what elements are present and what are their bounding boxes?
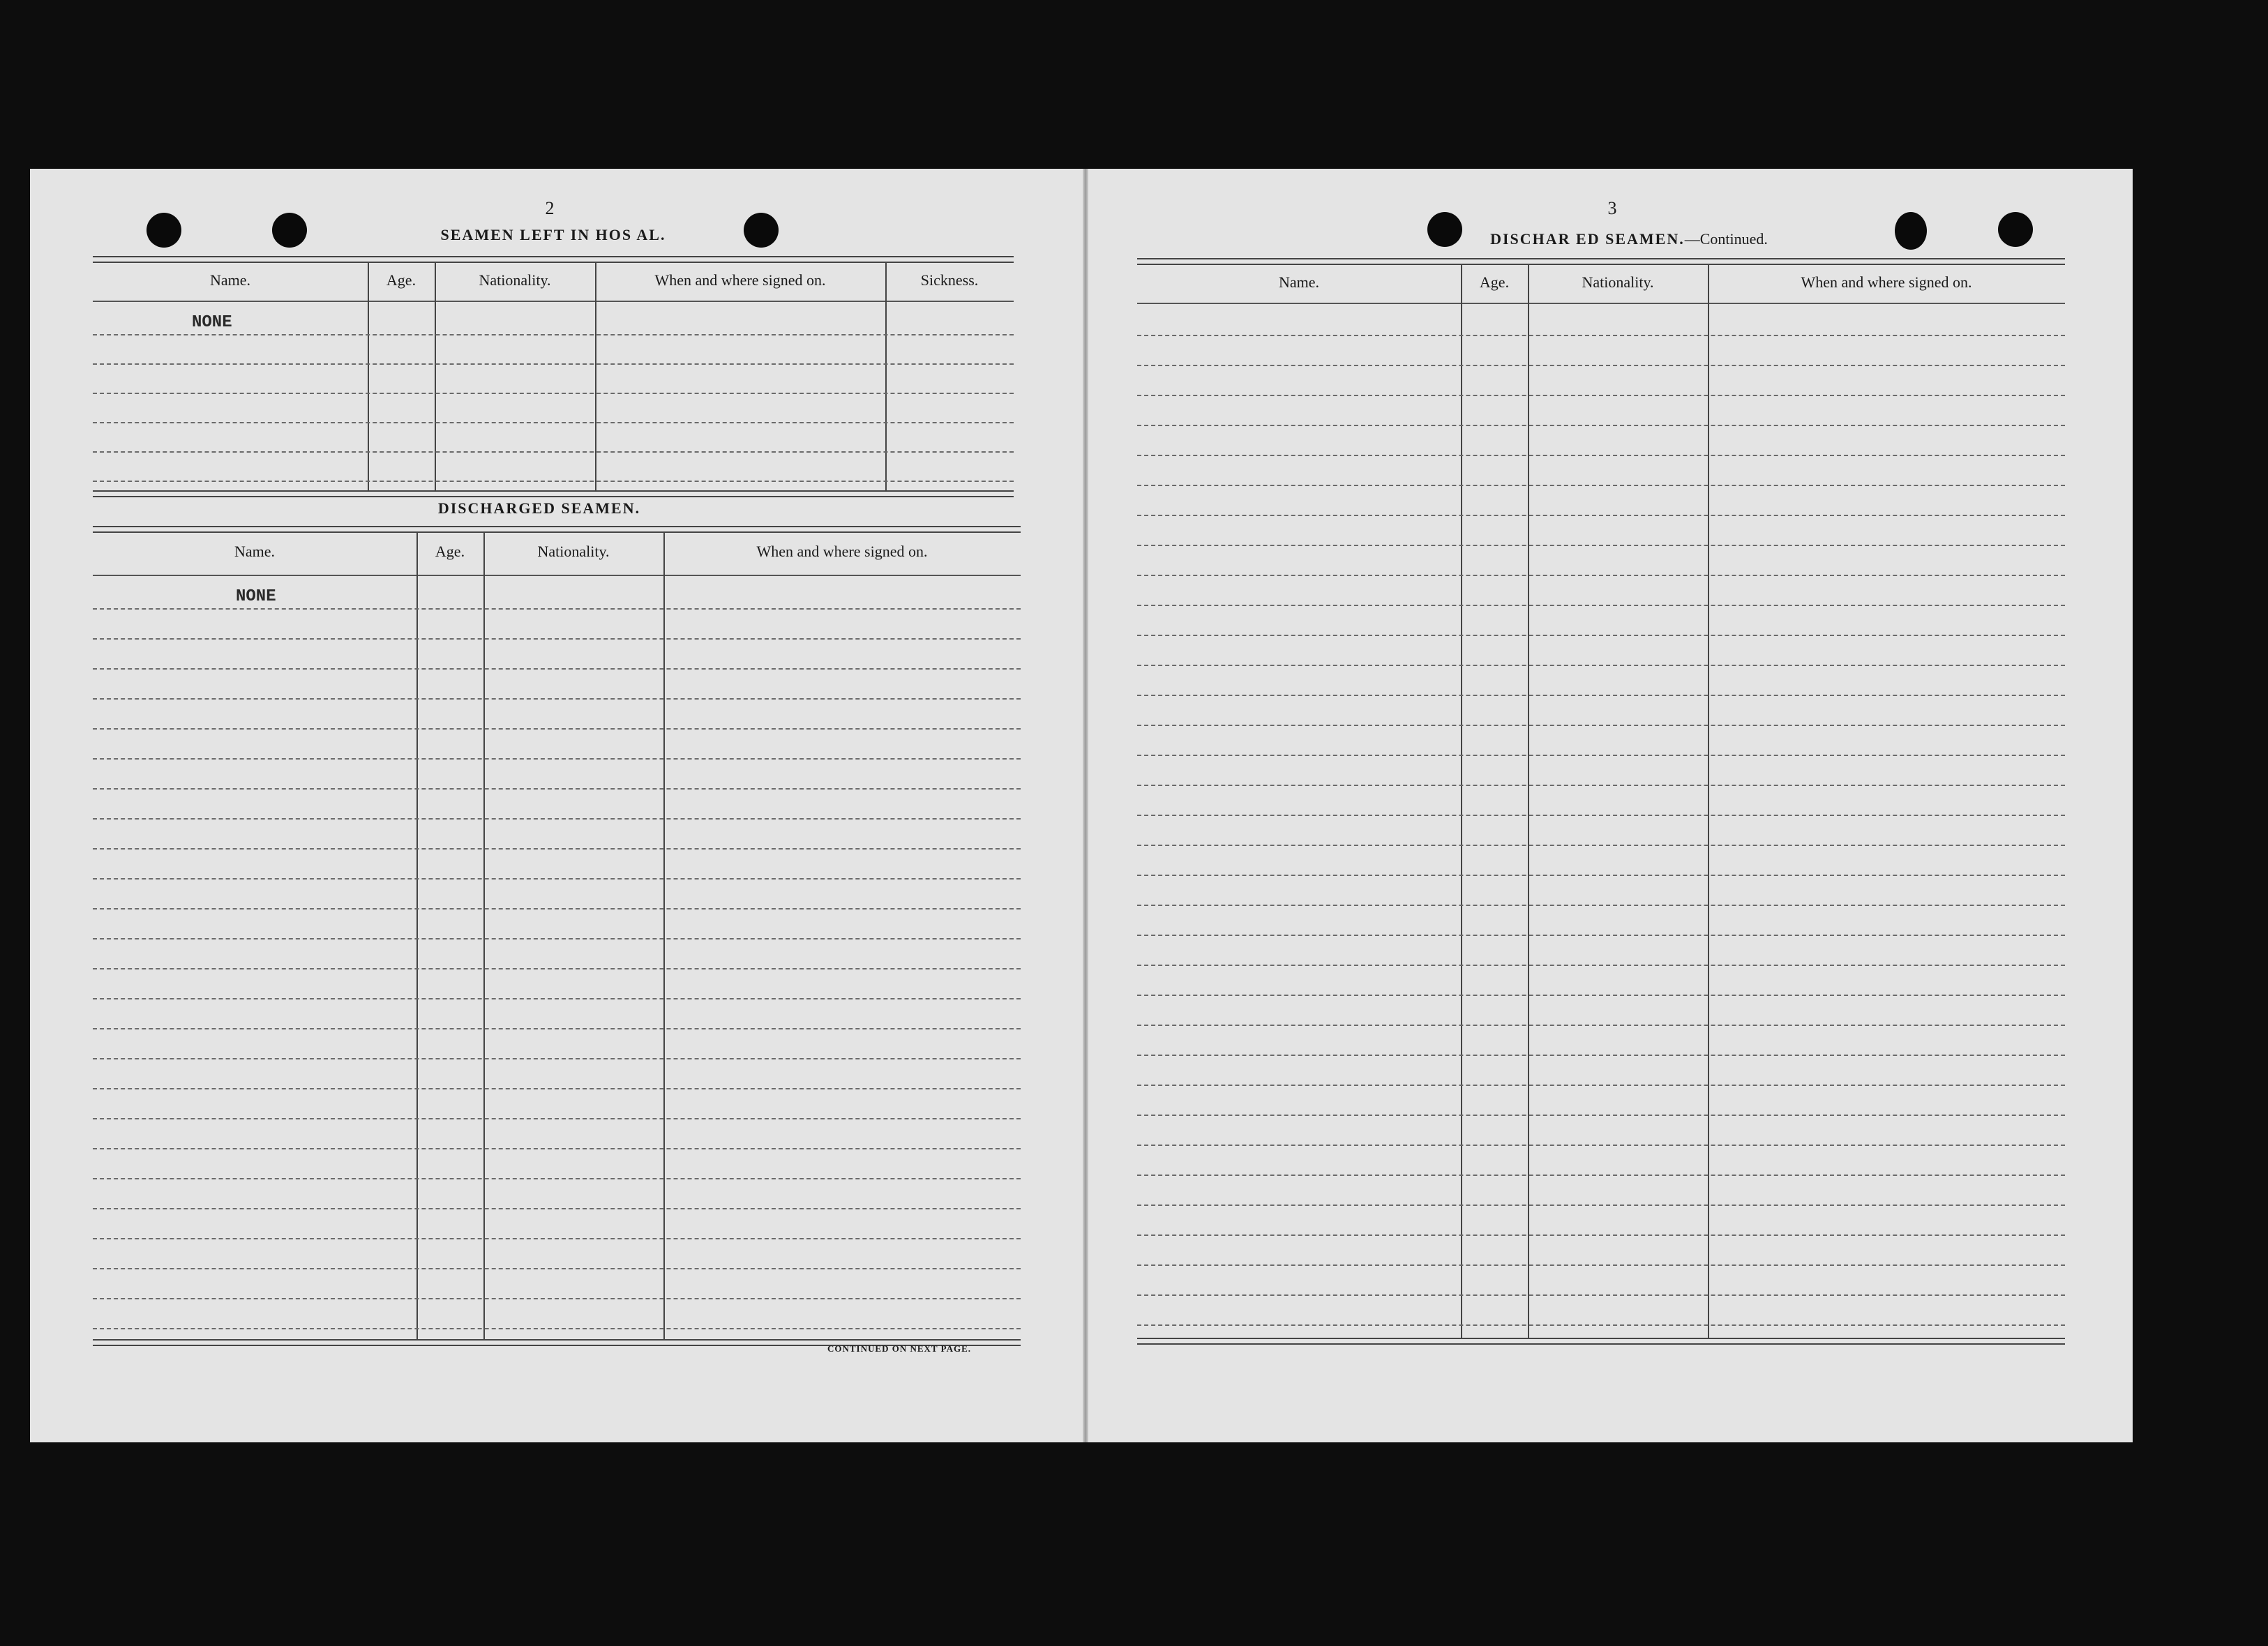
ledger-row — [1137, 1264, 2065, 1266]
ledger-row — [1137, 755, 2065, 756]
discharged-entry: NONE — [236, 587, 276, 606]
column-header-age: Age. — [1479, 273, 1510, 291]
ledger-row — [93, 848, 1021, 850]
ledger-row — [1137, 875, 2065, 876]
ledger-sheet — [30, 169, 2133, 1442]
column-header-signed-on: When and where signed on. — [654, 271, 826, 289]
discharged-continued-title — [1482, 230, 1775, 248]
hospital-section-title: SEAMEN LEFT IN HOS AL. — [440, 226, 666, 243]
column-header-age: Age. — [435, 543, 465, 560]
ledger-row — [93, 758, 1021, 760]
ledger-row — [93, 668, 1021, 670]
ledger-row — [1137, 665, 2065, 666]
discharged-table — [93, 526, 1021, 1363]
ledger-row — [1137, 335, 2065, 336]
continued-note: CONTINUED ON NEXT PAGE. — [827, 1343, 971, 1354]
column-header-name: Name. — [234, 543, 276, 560]
ledger-row — [93, 451, 1014, 453]
ledger-row — [93, 908, 1021, 909]
ledger-row — [1137, 995, 2065, 996]
ledger-row — [1137, 935, 2065, 936]
ledger-row — [93, 1058, 1021, 1059]
ledger-row — [1137, 965, 2065, 966]
ledger-row — [93, 1268, 1021, 1269]
ledger-row — [1137, 515, 2065, 516]
ledger-row — [93, 788, 1021, 790]
ledger-row — [93, 363, 1014, 365]
punch-hole — [147, 213, 181, 248]
ledger-row — [1137, 725, 2065, 726]
ledger-row — [93, 1148, 1021, 1149]
ledger-row — [1137, 815, 2065, 816]
column-header-name: Name. — [209, 271, 251, 289]
ledger-row — [1137, 425, 2065, 426]
ledger-row — [1137, 1115, 2065, 1116]
ledger-row — [93, 968, 1021, 969]
punch-hole — [1895, 212, 1927, 250]
ledger-row — [1137, 545, 2065, 546]
ledger-row — [1137, 695, 2065, 696]
ledger-row — [93, 1238, 1021, 1239]
ledger-row — [93, 393, 1014, 394]
ledger-row — [1137, 905, 2065, 906]
discharged-section-title: DISCHARGED SEAMEN. — [437, 499, 641, 517]
right-page — [1088, 169, 2133, 1442]
column-header-signed-on: When and where signed on. — [1801, 273, 1972, 291]
ledger-row — [93, 878, 1021, 879]
ledger-row — [1137, 1145, 2065, 1146]
column-header-name: Name. — [1278, 273, 1320, 291]
punch-hole — [1427, 212, 1462, 247]
ledger-row — [1137, 1085, 2065, 1086]
ledger-row — [93, 998, 1021, 999]
ledger-row — [93, 938, 1021, 939]
column-header-signed-on: When and where signed on. — [756, 543, 928, 560]
ledger-row — [93, 608, 1021, 610]
ledger-row — [1137, 635, 2065, 636]
continued-suffix: —Continued. — [1684, 230, 1768, 248]
column-header-nationality: Nationality. — [479, 271, 551, 289]
left-page — [30, 169, 1083, 1442]
ledger-row — [1137, 1025, 2065, 1026]
ledger-row — [93, 481, 1014, 482]
ledger-row — [1137, 1324, 2065, 1326]
ledger-row — [1137, 365, 2065, 366]
ledger-row — [93, 334, 1014, 335]
ledger-row — [93, 818, 1021, 820]
ledger-row — [1137, 455, 2065, 456]
ledger-row — [1137, 1205, 2065, 1206]
ledger-row — [93, 1028, 1021, 1029]
column-header-nationality: Nationality. — [1582, 273, 1654, 291]
page-number: 2 — [545, 198, 555, 218]
page-fold — [1083, 169, 1088, 1442]
column-header-nationality: Nationality. — [537, 543, 610, 560]
ledger-row — [93, 1328, 1021, 1329]
ledger-row — [1137, 605, 2065, 606]
ledger-row — [93, 1208, 1021, 1209]
ledger-row — [1137, 845, 2065, 846]
ledger-row — [93, 422, 1014, 423]
ledger-row — [1137, 1234, 2065, 1236]
column-header-age: Age. — [386, 271, 416, 289]
ledger-row — [93, 698, 1021, 700]
ledger-row — [1137, 1294, 2065, 1296]
ledger-row — [1137, 575, 2065, 576]
hospital-entry: NONE — [192, 313, 232, 332]
ledger-row — [1137, 485, 2065, 486]
ledger-row — [93, 728, 1021, 730]
ledger-row — [1137, 785, 2065, 786]
punch-hole — [272, 213, 307, 248]
page-number: 3 — [1607, 198, 1617, 218]
ledger-row — [1137, 1055, 2065, 1056]
discharged-continued-label: DISCHAR ED SEAMEN. — [1490, 230, 1685, 248]
column-header-sickness: Sickness. — [920, 271, 979, 289]
ledger-row — [93, 638, 1021, 640]
punch-hole — [1998, 212, 2033, 247]
ledger-row — [93, 1178, 1021, 1179]
ledger-row — [1137, 395, 2065, 396]
ledger-row — [93, 1298, 1021, 1299]
ledger-row — [93, 1088, 1021, 1089]
ledger-row — [93, 1118, 1021, 1119]
punch-hole — [744, 213, 779, 248]
discharged-continued-table — [1137, 258, 2065, 1346]
ledger-row — [1137, 1175, 2065, 1176]
